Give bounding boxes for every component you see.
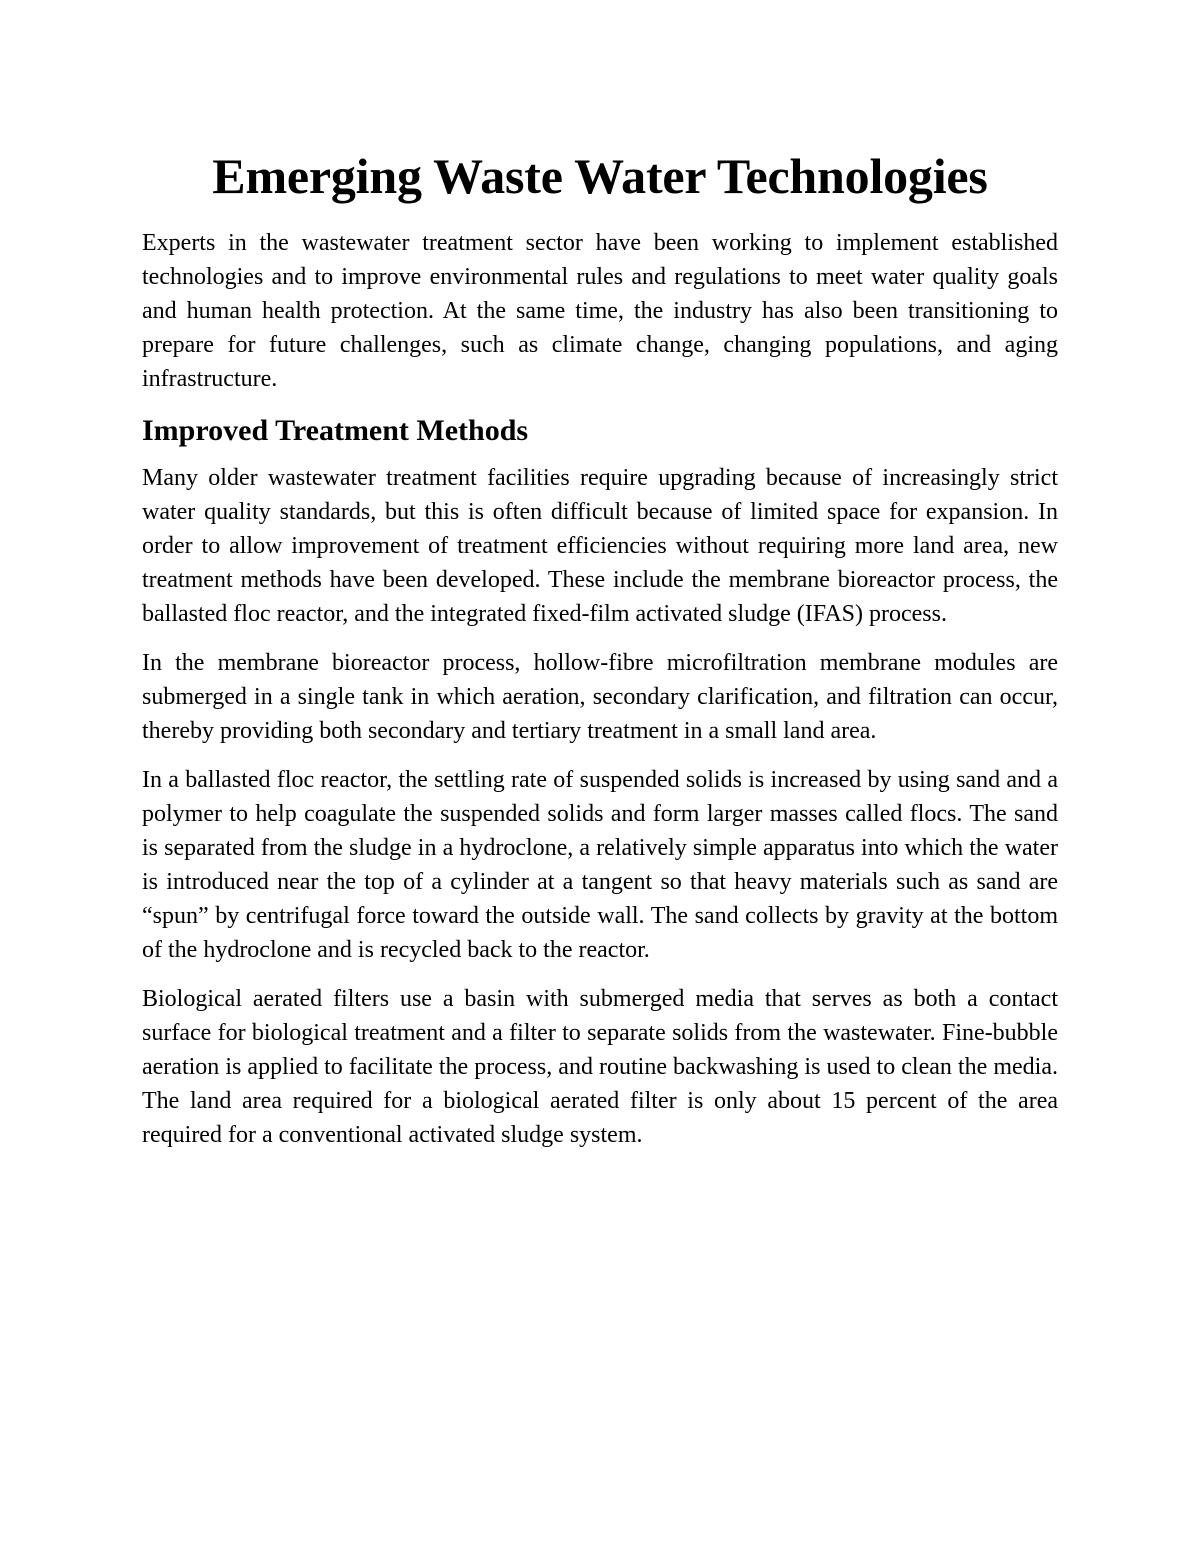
paragraph-upgrading: Many older wastewater treatment facilities require upgrading because of increasingly strict water quality standards, but this is often difficult because of limited space for expansion. In order to allow improvement of treatment efficiencies without requiring more land area, new treatment methods have been developed. These include the membrane bioreactor process, the ballasted floc reactor, and the integrated fixed-film activated sludge (IFAS) process.	[142, 465, 1058, 627]
paragraph-ballasted-floc: In a ballasted floc reactor, the settling rate of suspended solids is increased by using sand and a polymer to help coagulate the suspended solids and form larger masses called flocs. The sand is separated from the sludge in a hydroclone, a relatively simple apparatus into which the water is introduced near the top of a cylinder at a tangent so that heavy materials such as sand are “spun” by centrifugal force toward the outside wall. The sand collects by gravity at the bottom of the hydroclone and is recycled back to the reactor.	[142, 767, 1058, 963]
intro-paragraph: Experts in the wastewater treatment sector have been working to implement established technologies and to improve environmental rules and regulations to meet water quality goals and human health protection. At the same time, the industry has also been transitioning to prepare for future challenges, such as climate change, changing populations, and aging infrastructure.	[142, 230, 1058, 392]
section-heading: Improved Treatment Methods	[142, 414, 529, 447]
document-page	[142, 140, 1058, 1167]
paragraph-biological-aerated-filters: Biological aerated filters use a basin with submerged media that serves as both a contact surface for biological treatment and a filter to separate solids from the wastewater. Fine-bubble aeration is applied to facilitate the process, and routine backwashing is used to clean the media. The land area required for a biological aerated filter is only about 15 percent of the area required for a conventional activated sludge system.	[142, 986, 1058, 1148]
document-title: Emerging Waste Water Technologies	[212, 148, 988, 204]
paragraph-membrane-bioreactor: In the membrane bioreactor process, hollow-fibre microfiltration membrane modules are submerged in a single tank in which aeration, secondary clarification, and filtration can occur, thereby providing both secondary and tertiary treatment in a small land area.	[142, 650, 1058, 744]
